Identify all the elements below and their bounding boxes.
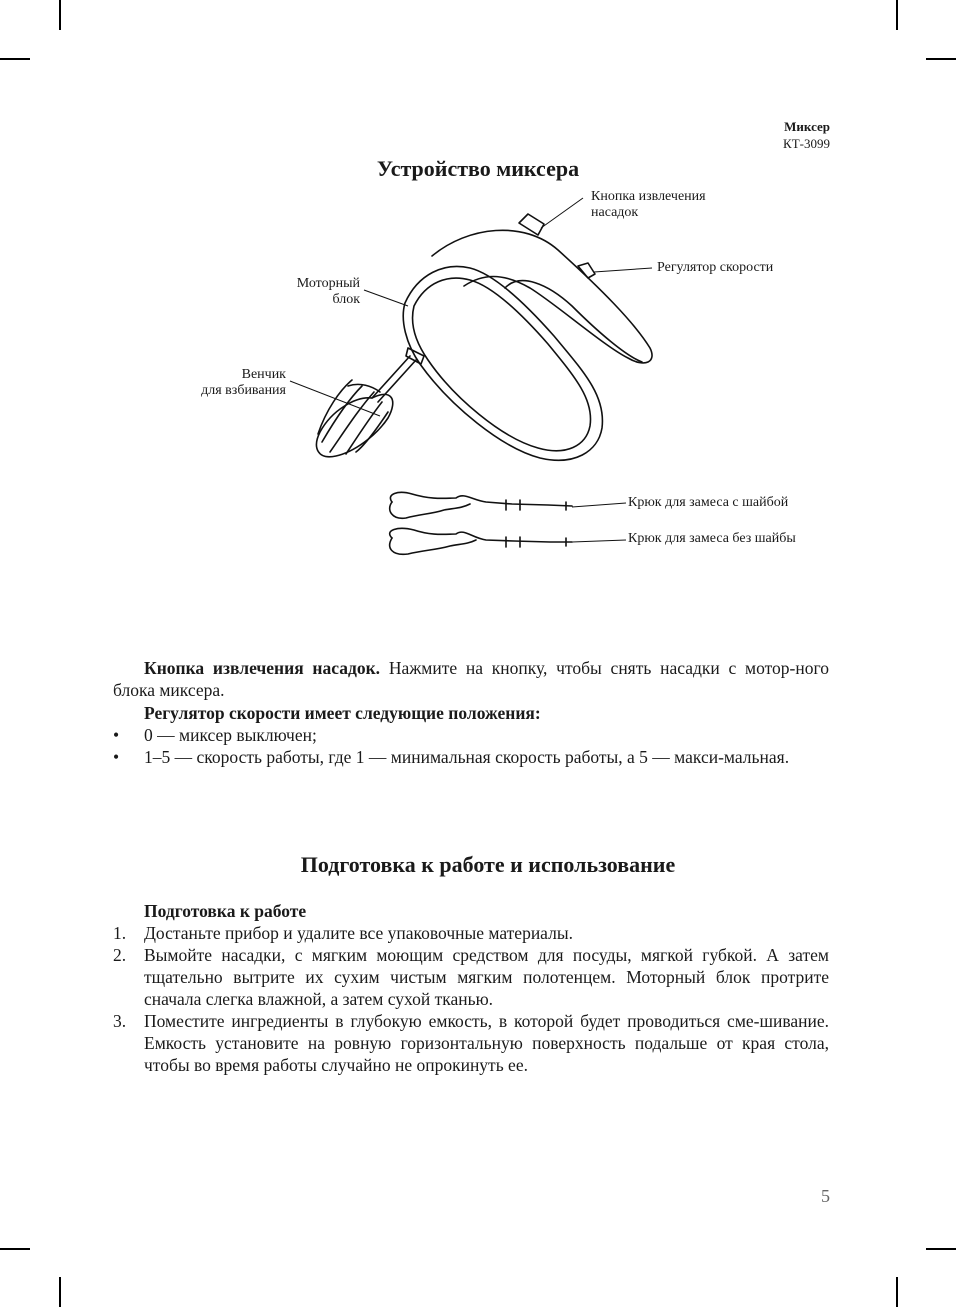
crop-mark [59,1277,61,1307]
step-number: 3. [113,1011,127,1031]
header-model: КТ-3099 [783,136,830,151]
step-number: 1. [113,923,127,943]
eject-paragraph [113,657,829,701]
crop-mark [896,1277,898,1307]
list-item-text: 0 — миксер выключен; [144,725,317,745]
bullet-marker: • [113,747,120,767]
eject-bold: Кнопка извлечения насадок. [144,658,381,678]
label-hook-with-washer: Крюк для замеса с шайбой [628,495,789,510]
list-item [113,944,829,1010]
list-item [113,922,829,944]
label-line: для взбивания [201,383,286,398]
header-product: Миксер [784,119,830,134]
label-line: блок [332,292,360,307]
label-whisk [201,367,286,399]
label-line: насадок [591,205,639,220]
label-motor-block [297,276,360,308]
list-item-text: 1–5 — скорость работы, где 1 — минимальная скорость работы, а 5 — макси-мальная. [144,747,790,767]
label-line: Моторный [296,276,360,291]
crop-mark [0,1248,30,1250]
label-line: Венчик [241,367,286,382]
section-title: Подготовка к работе и использование [300,852,676,877]
label-hook-without-washer: Крюк для замеса без шайбы [628,531,796,546]
list-item-text: Достаньте прибор и удалите все упаковочные материалы. [144,923,573,943]
subheading: Подготовка к работе [144,901,307,921]
list-item-text: Вымойте насадки, с мягким моющим средством для посуды, мягкой губкой. А затем тщательно вытрите их сухим чистым мягким полотенцем. Моторный блок протрите сначала слегка влажной, а затем сухой тканью. [144,945,829,1009]
page-number: 5 [821,1186,830,1206]
list-item [113,1010,829,1076]
label-eject-button [591,189,706,221]
speed-heading: Регулятор скорости имеет следующие положения: [144,703,541,723]
list-item [113,724,829,746]
eject-text: Нажмите на кнопку, чтобы снять насадки с мотор-ного блока миксера. [113,658,829,700]
step-number: 2. [113,945,127,965]
bullet-marker: • [113,725,120,745]
label-speed-switch: Регулятор скорости [657,260,774,275]
page-title: Устройство миксера [376,156,580,181]
list-item [113,746,829,768]
crop-mark [926,1248,956,1250]
label-line: Кнопка извлечения [591,189,706,204]
list-item-text: Поместите ингредиенты в глубокую емкость, в которой будет проводиться сме-шивание. Емкость установите на ровную горизонтальную поверхность подальше от края стола, чтобы во время работы случайно не опрокинуть ее. [144,1011,829,1075]
mixer-diagram [0,0,956,600]
